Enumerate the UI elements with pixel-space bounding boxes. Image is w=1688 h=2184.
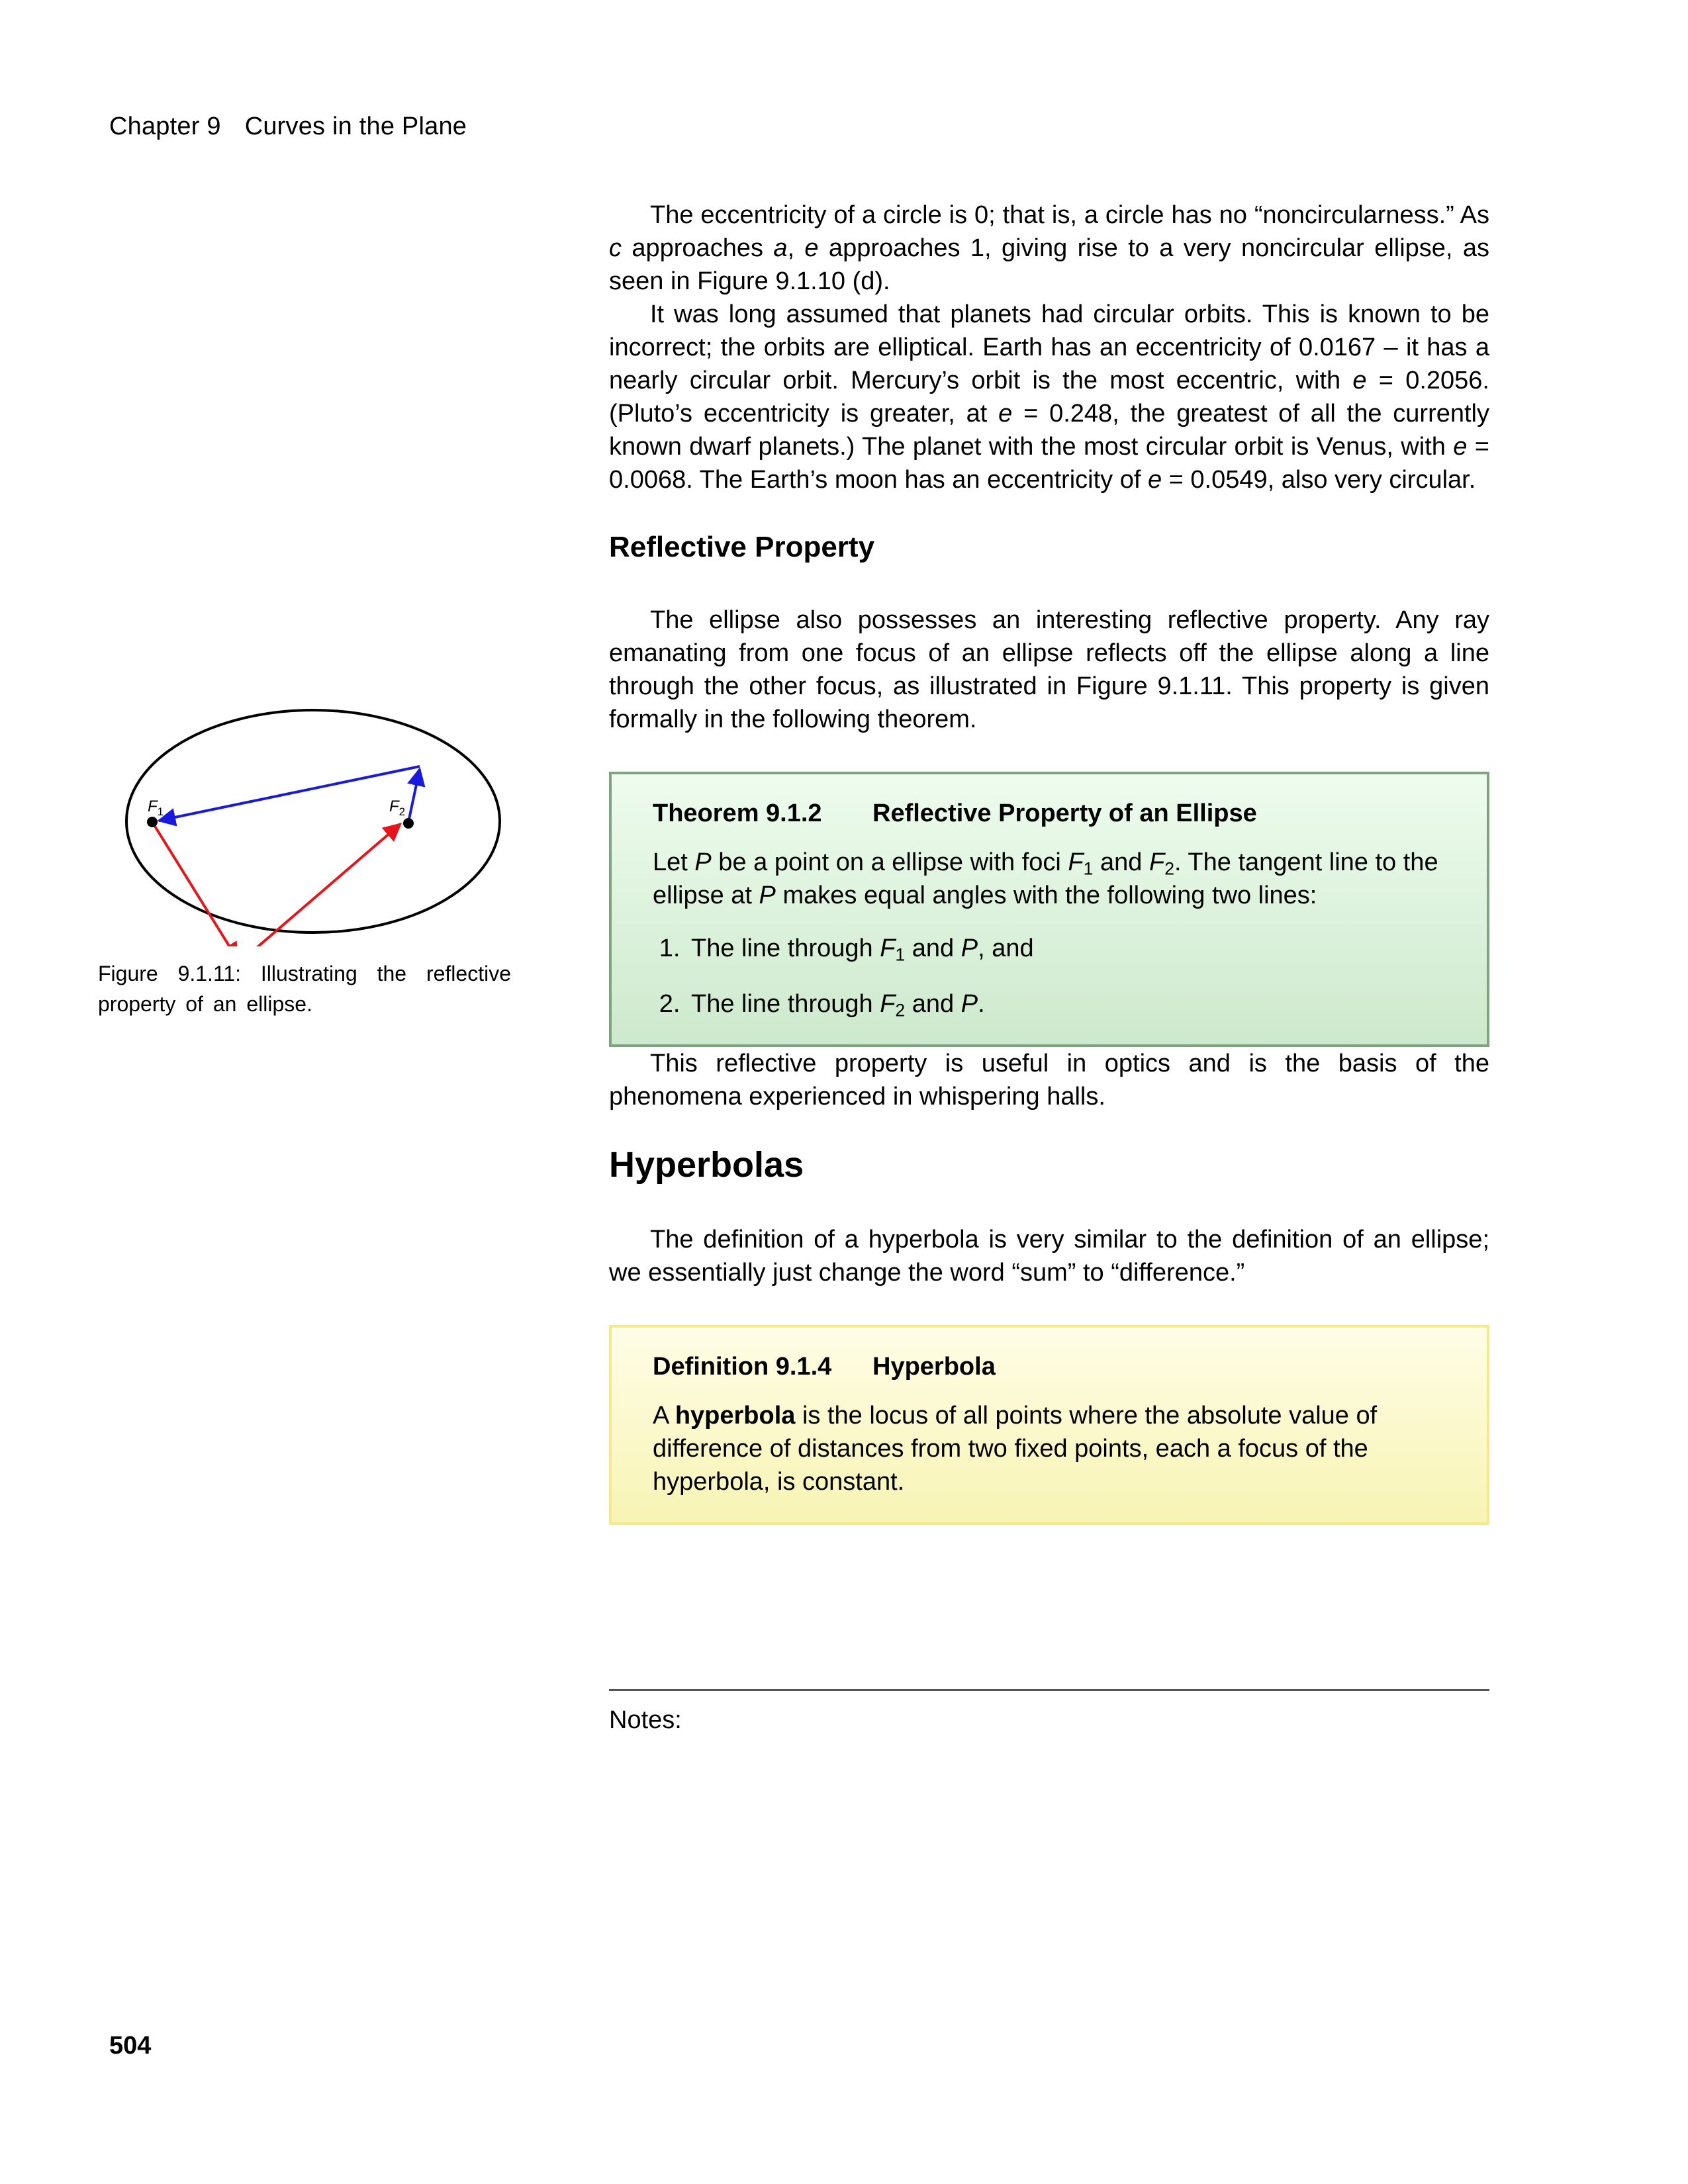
ray-top-to-f1	[159, 766, 420, 821]
section-heading-hyperbolas: Hyperbolas	[609, 1145, 804, 1185]
math-subscript: 1	[1083, 858, 1094, 879]
definition-label: Definition 9.1.4	[653, 1353, 832, 1381]
math-symbol: F	[1149, 848, 1165, 876]
math-symbol: P	[759, 882, 776, 909]
math-subscript: 2	[1164, 858, 1174, 879]
definition-box	[609, 1325, 1489, 1525]
subsection-heading-reflective-property: Reflective Property	[609, 531, 875, 563]
math-symbol: e	[1453, 433, 1468, 461]
math-symbol: e	[804, 234, 819, 262]
definition-header	[653, 1350, 1446, 1383]
figure-caption: Figure 9.1.11: Illustrating the reflective property of an ellipse.	[98, 962, 511, 1016]
theorem-list-item: 1. The line through $F_1$ and P, and	[687, 932, 1446, 965]
theorem-statement: Let P be a point on a ellipse with foci $F_1$ and $F_2$. The tangent line to the ellipse at P makes equal angles with the following two lines:	[653, 848, 1438, 909]
ray-f2-to-top	[408, 769, 420, 822]
math-symbol: P	[961, 934, 978, 962]
notes-label: Notes:	[609, 1706, 682, 1734]
ellipse-diagram	[109, 695, 520, 946]
theorem-list-item: 2. The line through $F_2$ and P.	[687, 987, 1446, 1021]
focus-f2-label: $F_2$	[389, 797, 406, 818]
notes-divider	[609, 1689, 1489, 1691]
theorem-title: Reflective Property of an Ellipse	[872, 799, 1257, 827]
math-symbol: F	[880, 934, 896, 962]
math-subscript: 1	[895, 944, 906, 965]
theorem-label: Theorem 9.1.2	[653, 799, 822, 827]
theorem-list	[653, 932, 1446, 1021]
ray-f1-to-bottom	[152, 822, 238, 946]
theorem-box	[609, 772, 1489, 1047]
math-symbol: a	[773, 234, 788, 262]
ellipse-reflective-figure	[109, 695, 520, 946]
theorem-header	[653, 797, 1446, 830]
focus-f2-point	[403, 818, 414, 829]
math-symbol: c	[609, 234, 622, 262]
paragraph-planet-orbits: It was long assumed that planets had circular orbits. This is known to be incorrect; the orbits are elliptical. Earth has an eccentricity of 0.0167 – it has a nearly circular orbit. Mercury’s orbit is the most eccentric, with e = 0.2056. (Pluto’s eccentricity is greater, at e = 0.248, the greatest of all the currently known dwarf planets.) The planet with the most circular orbit is Venus, with e = 0.0068. The Earth’s moon has an eccentricity of e = 0.0549, also very circular.	[609, 300, 1490, 494]
paragraph-hyperbola-intro: The definition of a hyperbola is very similar to the definition of an ellipse; we essentially just change the word “sum” to “difference.”	[609, 1226, 1489, 1287]
math-symbol: F	[880, 990, 896, 1018]
bold-term: hyperbola	[675, 1402, 796, 1430]
math-symbol: F	[1068, 848, 1084, 876]
math-symbol: P	[694, 848, 712, 876]
math-symbol: e	[998, 400, 1013, 428]
page-number: 504	[109, 2032, 152, 2060]
main-column	[609, 199, 1489, 1525]
math-symbol: e	[1352, 367, 1367, 394]
definition-statement: A hyperbola is the locus of all points where the absolute value of difference of distances from two fixed points, each a focus of the hyperbola, is constant.	[653, 1402, 1378, 1496]
math-subscript: 2	[895, 1000, 906, 1021]
chapter-number: Chapter 9	[109, 113, 221, 140]
focus-f1-point	[147, 817, 158, 827]
paragraph-whispering-halls: This reflective property is useful in optics and is the basis of the phenomena experienced in whispering halls.	[609, 1050, 1489, 1111]
chapter-title: Curves in the Plane	[244, 113, 467, 140]
math-symbol: e	[1147, 466, 1162, 494]
running-header	[109, 113, 467, 141]
focus-f1-label: $F_1$	[148, 797, 164, 818]
paragraph-circle-eccentricity: The eccentricity of a circle is 0; that is, a circle has no “noncircularness.” As c approaches a, e approaches 1, giving rise to a very noncircular ellipse, as seen in Figure 9.1.10 (d).	[609, 201, 1489, 295]
paragraph-reflective-intro: The ellipse also possesses an interesting reflective property. Any ray emanating from one focus of an ellipse reflects off the ellipse along a line through the other focus, as illustrated in Figure 9.1.11. This property is given formally in the following theorem.	[609, 606, 1489, 733]
definition-title: Hyperbola	[872, 1353, 996, 1381]
math-symbol: P	[961, 990, 978, 1018]
